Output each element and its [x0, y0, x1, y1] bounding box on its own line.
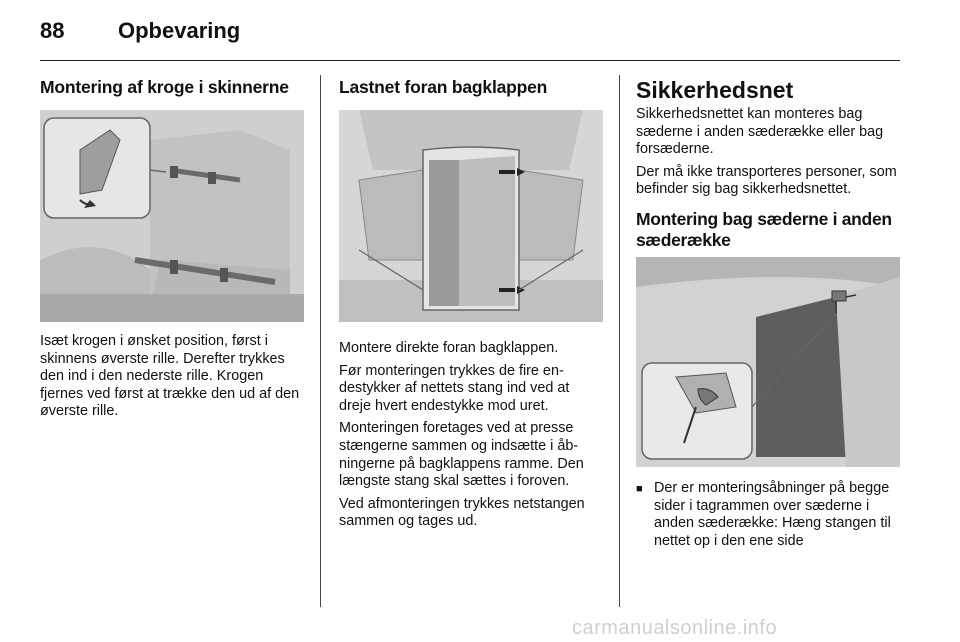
- safety-net-title: Sikkerhedsnet: [636, 77, 794, 103]
- tailgate-net-p3: Monteringen foretages ved at presse stængerne sammen og indsætte i åbningerne på bagklappens ramme. Den længste stang skal sættes i foroven.: [339, 420, 584, 490]
- column-divider: [619, 75, 620, 607]
- tailgate-net-p2: Før monteringen trykkes de fire endestykker af nettets stang ind ved at dreje hvert endestykke mod uret.: [339, 362, 570, 414]
- rear-seat-mounting-heading: Montering bag sæderne i anden sæderække: [636, 208, 892, 250]
- hooks-heading: Montering af kroge i skinnerne: [40, 77, 289, 97]
- hook-rail-illustration: [40, 110, 304, 322]
- page-header: [40, 18, 900, 61]
- section-title: Opbevaring: [118, 18, 241, 43]
- column-safety-net: [636, 77, 902, 550]
- column-tailgate-net: [339, 77, 603, 531]
- mounting-bullet-text: Der er monteringsåbninger på begge sider i tagrammen over sæderne i anden sæderække: Hæng stangen til nettet op i den ene side: [654, 479, 891, 549]
- tailgate-net-p1: Montere direkte foran bagklappen.: [339, 340, 559, 356]
- tailgate-net-heading: Lastnet foran bagklappen: [339, 77, 548, 97]
- safety-net-illustration: [636, 257, 900, 467]
- safety-net-p1: Sikkerhedsnettet kan monteres bag sæderne i anden sæderække eller bag forsæderne.: [636, 106, 884, 158]
- tailgate-net-p4: Ved afmonteringen trykkes netstangen sammen og tages ud.: [339, 495, 585, 530]
- mounting-bullet: [636, 480, 902, 550]
- bullet-marker: ■: [636, 482, 643, 495]
- watermark: carmanualsonline.info: [572, 617, 778, 639]
- hooks-instructions: Isæt krogen i ønsket position, først i skinnens øverste rille. Derefter trykkes den ind i den nederste rille. Krogen fjernes ved først at trække den ud af den øverste rille.: [40, 333, 300, 420]
- tailgate-net-illustration: [339, 110, 603, 322]
- page-number: 88: [40, 18, 65, 43]
- safety-net-p2: Der må ikke transporteres personer, som befinder sig bag sikkerhedsnettet.: [636, 163, 897, 198]
- column-hooks: [40, 77, 304, 421]
- column-divider: [320, 75, 321, 607]
